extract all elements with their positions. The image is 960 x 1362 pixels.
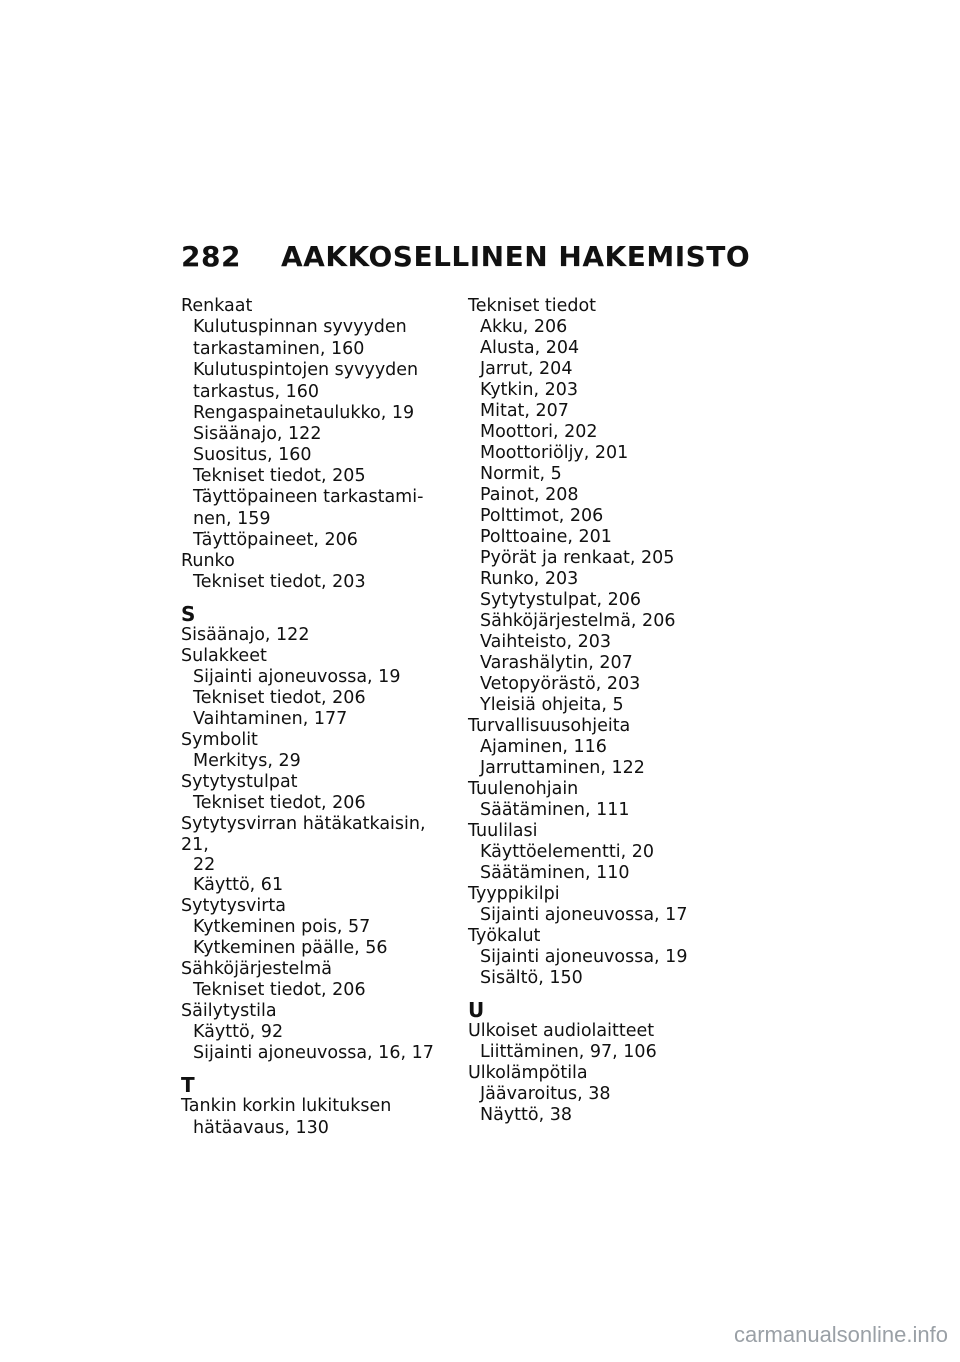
index-subentry: Kulutuspinnan syvyyden: [193, 317, 407, 337]
index-entry: Sulakkeet: [181, 646, 267, 666]
index-subentry: Täyttöpaineen tarkastami-: [193, 487, 424, 507]
index-entry: Tyyppikilpi: [468, 884, 560, 904]
index-subentry: Polttimot, 206: [480, 506, 604, 526]
index-subentry: Täyttöpaineet, 206: [193, 530, 358, 550]
watermark: carmanualsonline.info: [733, 1322, 948, 1347]
index-subentry: Kytkeminen päälle, 56: [193, 938, 388, 958]
index-subentry: Näyttö, 38: [480, 1105, 572, 1125]
index-subentry: Yleisiä ohjeita, 5: [480, 695, 624, 715]
index-entry: Sytytystulpat: [181, 772, 298, 792]
index-letter-heading: S: [181, 602, 196, 626]
index-subentry: Polttoaine, 201: [480, 527, 612, 547]
index-entry: Työkalut: [468, 926, 541, 946]
index-subentry: Vaihteisto, 203: [480, 632, 611, 652]
index-subentry: Mitat, 207: [480, 401, 569, 421]
index-subentry: Säätäminen, 110: [480, 863, 630, 883]
index-entry: Runko: [181, 551, 235, 571]
index-subentry: Sytytystulpat, 206: [480, 590, 642, 610]
index-entry: Tuulenohjain: [468, 779, 579, 799]
index-subentry: Kytkin, 203: [480, 380, 579, 400]
index-entry: Turvallisuusohjeita: [468, 716, 631, 736]
index-letter-heading: U: [468, 998, 485, 1022]
page-header: [181, 240, 750, 273]
index-subentry: Vaihtaminen, 177: [193, 709, 348, 729]
index-letter-heading: T: [181, 1073, 195, 1097]
index-subentry: Normit, 5: [480, 464, 562, 484]
index-subentry: Jäävaroitus, 38: [480, 1084, 611, 1104]
page-number: 282: [181, 240, 241, 273]
index-subentry: Kytkeminen pois, 57: [193, 917, 371, 937]
index-subentry: Ajaminen, 116: [480, 737, 607, 757]
index-subentry: Sijainti ajoneuvossa, 19: [193, 667, 401, 687]
index-subentry: Liittäminen, 97, 106: [480, 1042, 657, 1062]
index-column-right: [468, 296, 743, 1126]
index-subentry: Jarruttaminen, 122: [480, 758, 645, 778]
index-column-left: [181, 296, 456, 1139]
index-subentry: Sijainti ajoneuvossa, 16, 17: [193, 1043, 434, 1063]
index-subentry: Runko, 203: [480, 569, 579, 589]
index-subentry-cont: tarkastaminen, 160: [193, 339, 365, 359]
index-entry: Tekniset tiedot: [468, 296, 597, 316]
index-subentry: Varashälytin, 207: [480, 653, 633, 673]
index-subentry: Käyttö, 92: [193, 1022, 284, 1042]
index-subentry: Kulutuspintojen syvyyden: [193, 360, 419, 380]
index-entry: Renkaat: [181, 296, 253, 316]
index-subentry: Akku, 206: [480, 317, 568, 337]
index-subentry: Tekniset tiedot, 205: [193, 466, 366, 486]
index-subentry: Sähköjärjestelmä, 206: [480, 611, 676, 631]
index-subentry: Sijainti ajoneuvossa, 17: [480, 905, 688, 925]
index-entry: Säilytystila: [181, 1001, 277, 1021]
index-subentry: Tekniset tiedot, 206: [193, 688, 366, 708]
index-subentry: Rengaspainetaulukko, 19: [193, 403, 415, 423]
index-subentry: Tekniset tiedot, 206: [193, 980, 366, 1000]
index-subentry: Moottoriöljy, 201: [480, 443, 629, 463]
index-entry: Ulkolämpötila: [468, 1063, 588, 1083]
index-entry-cont: hätäavaus, 130: [193, 1118, 329, 1138]
index-entry-cont: 22: [193, 855, 216, 875]
index-entry: Sähköjärjestelmä: [181, 959, 332, 979]
index-subentry-cont: tarkastus, 160: [193, 382, 320, 402]
index-subentry: Alusta, 204: [480, 338, 580, 358]
index-subentry: Käyttö, 61: [193, 875, 284, 895]
index-subentry: Tekniset tiedot, 203: [193, 572, 366, 592]
index-subentry: Pyörät ja renkaat, 205: [480, 548, 675, 568]
index-subentry-cont: nen, 159: [193, 509, 271, 529]
index-subentry: Käyttöelementti, 20: [480, 842, 654, 862]
index-subentry: Jarrut, 204: [480, 359, 573, 379]
index-entry: Tuulilasi: [468, 821, 538, 841]
index-subentry: Säätäminen, 111: [480, 800, 630, 820]
index-entry: Tankin korkin lukituksen: [181, 1096, 392, 1116]
index-subentry: Suositus, 160: [193, 445, 312, 465]
index-subentry: Sisäänajo, 122: [193, 424, 322, 444]
index-subentry: Sisältö, 150: [480, 968, 583, 988]
page-title: AAKKOSELLINEN HAKEMISTO: [281, 240, 751, 273]
index-subentry: Sijainti ajoneuvossa, 19: [480, 947, 688, 967]
index-entry: Symbolit: [181, 730, 258, 750]
index-subentry: Merkitys, 29: [193, 751, 301, 771]
index-entry: Ulkoiset audiolaitteet: [468, 1021, 655, 1041]
index-entry: Sytytysvirta: [181, 896, 287, 916]
index-subentry: Vetopyörästö, 203: [480, 674, 641, 694]
index-subentry: Tekniset tiedot, 206: [193, 793, 366, 813]
index-entry: Sisäänajo, 122: [181, 625, 310, 645]
index-subentry: Painot, 208: [480, 485, 579, 505]
index-entry: Sytytysvirran hätäkatkaisin, 21,: [181, 814, 426, 855]
index-subentry: Moottori, 202: [480, 422, 598, 442]
